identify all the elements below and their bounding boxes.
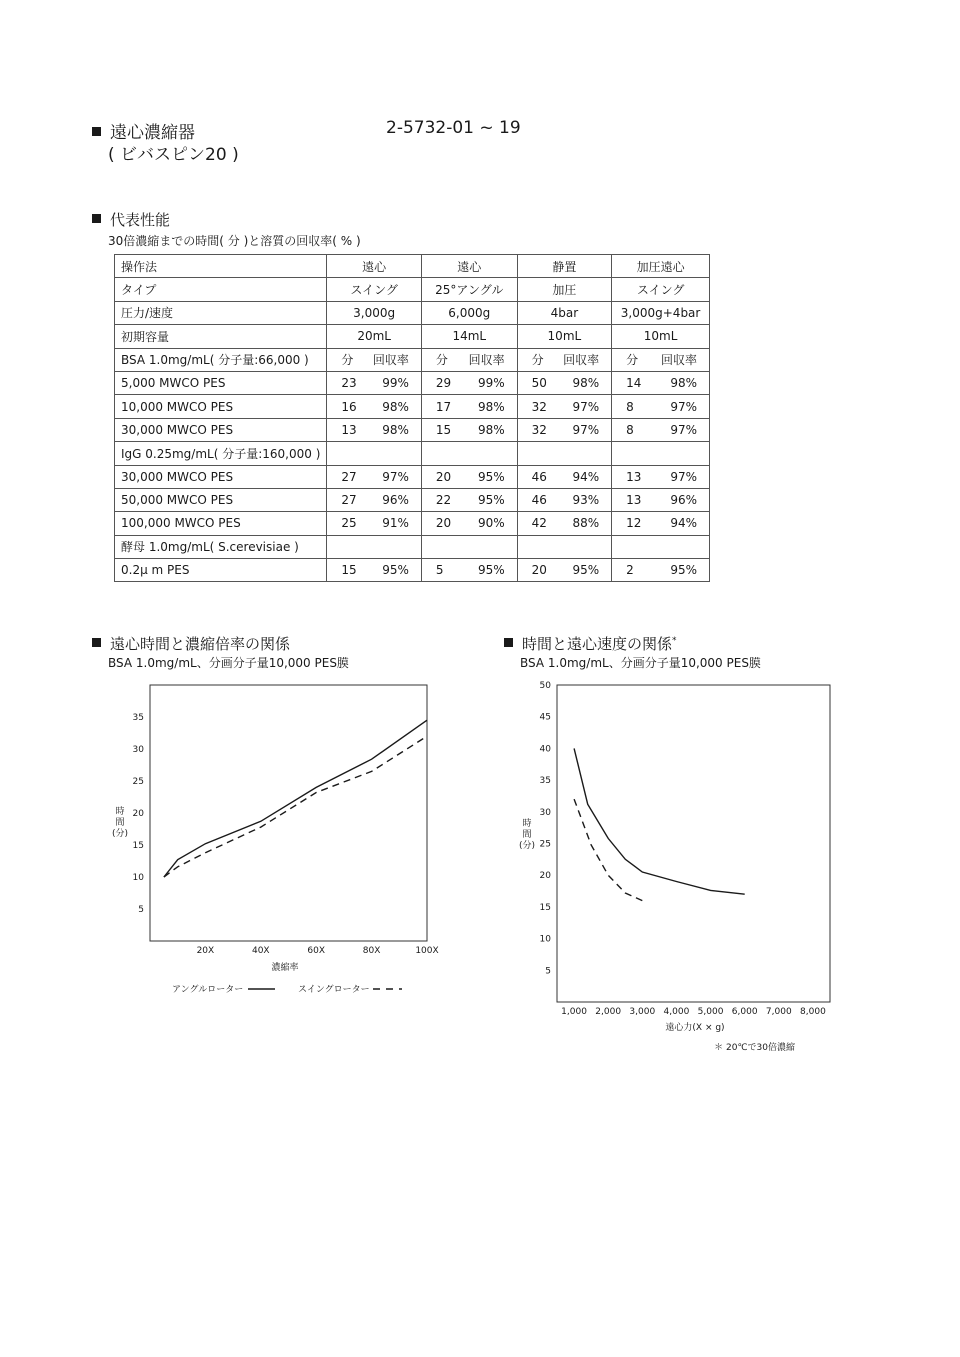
minutes-value: 13 — [341, 422, 357, 437]
table-row — [115, 512, 710, 535]
value-cell — [421, 488, 517, 511]
value-cell — [421, 418, 517, 441]
recovery-value: 96% — [382, 493, 409, 508]
y-tick-label: 50 — [539, 681, 551, 691]
row-label: 圧力/速度 — [115, 301, 327, 324]
value-cell — [517, 442, 612, 465]
x-tick-label: 20X — [196, 946, 215, 956]
value-cell — [517, 512, 612, 535]
table-cell: スイング — [327, 278, 422, 301]
table-cell: 3,000g — [327, 301, 422, 324]
value-cell — [327, 535, 422, 558]
minutes-value: 20 — [531, 563, 547, 578]
recovery-value: 97% — [670, 399, 697, 414]
table-cell: 加圧 — [517, 278, 612, 301]
recovery-value: 99% — [477, 376, 505, 391]
table-cell: 6,000g — [421, 301, 517, 324]
bullet-square-icon — [504, 638, 513, 647]
recovery-value: 95% — [572, 563, 600, 578]
value-cell — [421, 395, 517, 418]
minutes-value: 32 — [531, 399, 547, 414]
table-cell: 3,000g+4bar — [612, 301, 710, 324]
value-cell — [517, 371, 612, 394]
minutes-value: 17 — [435, 399, 452, 414]
recovery-value: 88% — [572, 516, 600, 531]
value-cell — [327, 418, 422, 441]
chart2-heading: 時間と遠心速度の関係* — [504, 633, 677, 654]
value-cell — [327, 559, 422, 582]
value-cell — [421, 465, 517, 488]
unit-cell — [612, 348, 710, 371]
unit-cell — [517, 348, 612, 371]
chart2-subtitle: BSA 1.0mg/mL、分画分子量10,000 PES膜 — [520, 656, 761, 670]
y-tick-label: 20 — [539, 871, 551, 882]
y-tick-label: 35 — [132, 713, 144, 723]
row-label: 0.2μ m PES — [115, 559, 327, 582]
performance-heading: 代表性能 — [92, 209, 170, 230]
minutes-value: 46 — [531, 493, 547, 508]
plot-frame — [557, 685, 830, 1002]
table-row — [115, 488, 710, 511]
value-cell — [327, 371, 422, 394]
minutes-value: 27 — [341, 469, 357, 484]
recovery-value: 97% — [382, 469, 409, 484]
minutes-value: 22 — [435, 493, 452, 508]
table-cell: 遠心 — [421, 255, 517, 278]
table-cell: 4bar — [517, 301, 612, 324]
series-line-dashed — [164, 736, 427, 877]
recovery-value: 99% — [382, 376, 409, 391]
minutes-value: 15 — [341, 563, 357, 578]
x-tick-label: 7,000 — [765, 1007, 792, 1017]
table-cell: 20mL — [327, 325, 422, 348]
table-cell: 静置 — [517, 255, 612, 278]
row-label: 5,000 MWCO PES — [115, 371, 327, 394]
minutes-value: 5 — [435, 563, 444, 578]
recovery-value: 95% — [382, 563, 409, 578]
table-row — [115, 278, 710, 301]
minutes-value: 13 — [626, 469, 642, 484]
value-cell — [612, 465, 710, 488]
y-tick-label: 25 — [539, 839, 551, 850]
recovery-value: 94% — [670, 516, 697, 531]
y-tick-label: 25 — [132, 777, 144, 787]
recovery-value: 98% — [670, 376, 697, 391]
y-axis-label: 間 — [115, 818, 125, 828]
y-axis-label: 間 — [522, 830, 532, 840]
y-tick-label: 10 — [539, 934, 551, 945]
table-row — [115, 465, 710, 488]
minutes-value: 23 — [341, 376, 357, 391]
table-row — [115, 371, 710, 394]
table-cell: 加圧遠心 — [612, 255, 710, 278]
minutes-value: 15 — [435, 422, 452, 437]
recovery-value: 97% — [572, 399, 600, 414]
unit-recovery: 回収率 — [660, 353, 697, 368]
table-row — [115, 255, 710, 278]
bullet-square-icon — [92, 214, 101, 223]
series-line-solid — [574, 748, 745, 894]
table-cell: 10mL — [612, 325, 710, 348]
unit-recovery: 回収率 — [372, 353, 409, 368]
x-tick-label: 3,000 — [629, 1007, 656, 1017]
recovery-value: 93% — [572, 493, 600, 508]
minutes-value: 25 — [341, 516, 357, 531]
x-tick-label: 60X — [307, 946, 326, 956]
row-label: 10,000 MWCO PES — [115, 395, 327, 418]
table-cell: 14mL — [421, 325, 517, 348]
table-cell: スイング — [612, 278, 710, 301]
recovery-value: 98% — [477, 399, 505, 414]
minutes-value: 46 — [531, 469, 547, 484]
minutes-value: 42 — [531, 516, 547, 531]
y-axis-label: 時 — [522, 819, 532, 829]
row-label: タイプ — [115, 278, 327, 301]
value-cell — [612, 535, 710, 558]
x-axis-label: 遠心力(X × g) — [665, 1023, 725, 1033]
value-cell — [327, 512, 422, 535]
unit-minutes: 分 — [341, 353, 354, 368]
y-tick-label: 45 — [539, 712, 551, 723]
row-label: 操作法 — [115, 255, 327, 278]
minutes-value: 29 — [435, 376, 452, 391]
value-cell — [327, 442, 422, 465]
x-tick-label: 40X — [251, 946, 270, 956]
minutes-value: 8 — [626, 422, 634, 437]
bullet-square-icon — [92, 127, 101, 136]
unit-cell — [421, 348, 517, 371]
y-tick-label: 15 — [132, 841, 144, 851]
minutes-value: 14 — [626, 376, 642, 391]
x-tick-label: 2,000 — [595, 1007, 622, 1017]
value-cell — [327, 465, 422, 488]
recovery-value: 90% — [477, 516, 505, 531]
value-cell — [517, 535, 612, 558]
chart-footnote: ＊ 20℃で30倍濃縮 — [714, 1043, 795, 1053]
recovery-value: 95% — [477, 493, 505, 508]
table-row — [115, 418, 710, 441]
row-label: 初期容量 — [115, 325, 327, 348]
value-cell — [421, 442, 517, 465]
recovery-value: 97% — [572, 422, 600, 437]
table-row — [115, 325, 710, 348]
table-row — [115, 442, 710, 465]
bullet-square-icon — [92, 638, 101, 647]
unit-minutes: 分 — [531, 353, 544, 368]
y-tick-label: 30 — [539, 807, 551, 818]
chart-concentration-time — [100, 680, 450, 1010]
chart1-subtitle: BSA 1.0mg/mL、分画分子量10,000 PES膜 — [108, 656, 349, 670]
row-label: 酵母 1.0mg/mL( S.cerevisiae ) — [115, 535, 327, 558]
value-cell — [612, 559, 710, 582]
recovery-value: 95% — [477, 469, 505, 484]
y-tick-label: 30 — [132, 745, 144, 755]
chart1-heading: 遠心時間と濃縮倍率の関係 — [92, 633, 290, 654]
recovery-value: 97% — [670, 422, 697, 437]
value-cell — [612, 442, 710, 465]
minutes-value: 13 — [626, 493, 642, 508]
recovery-value: 98% — [572, 376, 600, 391]
x-axis-label: 濃縮率 — [271, 963, 299, 973]
performance-caption: 30倍濃縮までの時間( 分 )と溶質の回収率( % ) — [108, 234, 361, 248]
y-tick-label: 5 — [545, 966, 551, 977]
recovery-value: 97% — [670, 469, 697, 484]
recovery-value: 91% — [382, 516, 409, 531]
row-label: IgG 0.25mg/mL( 分子量:160,000 ) — [115, 442, 327, 465]
recovery-value: 98% — [382, 422, 409, 437]
row-label: 30,000 MWCO PES — [115, 465, 327, 488]
x-tick-label: 5,000 — [697, 1007, 724, 1017]
value-cell — [421, 371, 517, 394]
x-tick-label: 6,000 — [731, 1007, 758, 1017]
table-row — [115, 535, 710, 558]
product-title: 遠心濃縮器 — [92, 118, 195, 143]
unit-recovery: 回収率 — [468, 353, 505, 368]
legend-label-angle: アングルローター — [172, 985, 244, 995]
value-cell — [517, 488, 612, 511]
minutes-value: 50 — [531, 376, 547, 391]
x-tick-label: 8,000 — [800, 1007, 826, 1017]
y-tick-label: 5 — [138, 905, 144, 915]
minutes-value: 20 — [435, 469, 452, 484]
minutes-value: 20 — [435, 516, 452, 531]
value-cell — [327, 488, 422, 511]
row-label: 30,000 MWCO PES — [115, 418, 327, 441]
table-row — [115, 301, 710, 324]
row-label: 50,000 MWCO PES — [115, 488, 327, 511]
y-tick-label: 35 — [539, 776, 551, 787]
unit-recovery: 回収率 — [563, 353, 600, 368]
table-cell: 25°アングル — [421, 278, 517, 301]
table-row — [115, 395, 710, 418]
chart2-title-mark: * — [672, 636, 677, 646]
y-tick-label: 10 — [132, 873, 144, 883]
legend-label-swing: スイングローター — [298, 985, 370, 995]
y-tick-label: 40 — [539, 744, 551, 755]
row-label: BSA 1.0mg/mL( 分子量:66,000 ) — [115, 348, 327, 371]
y-tick-label: 20 — [132, 809, 144, 819]
value-cell — [517, 465, 612, 488]
recovery-value: 98% — [382, 399, 409, 414]
row-label: 100,000 MWCO PES — [115, 512, 327, 535]
value-cell — [612, 371, 710, 394]
y-axis-label: (分) — [111, 829, 129, 839]
value-cell — [421, 559, 517, 582]
table-row — [115, 348, 710, 371]
table-cell: 遠心 — [327, 255, 422, 278]
minutes-value: 16 — [341, 399, 357, 414]
value-cell — [612, 418, 710, 441]
value-cell — [612, 395, 710, 418]
x-tick-label: 1,000 — [561, 1007, 587, 1017]
value-cell — [517, 559, 612, 582]
value-cell — [612, 488, 710, 511]
x-tick-label: 100X — [415, 946, 439, 956]
minutes-value: 27 — [341, 493, 357, 508]
unit-minutes: 分 — [435, 353, 448, 368]
y-axis-label: 時 — [115, 807, 125, 817]
value-cell — [327, 395, 422, 418]
value-cell — [612, 512, 710, 535]
unit-cell — [327, 348, 422, 371]
y-axis-label: (分) — [518, 841, 536, 851]
minutes-value: 12 — [626, 516, 642, 531]
value-cell — [517, 418, 612, 441]
value-cell — [421, 535, 517, 558]
series-line-dashed — [574, 799, 642, 901]
product-subtitle: ( ビバスピン20 ) — [108, 145, 239, 165]
chart-speed-time — [510, 676, 840, 1066]
plot-frame — [150, 685, 427, 941]
recovery-value: 94% — [572, 469, 600, 484]
recovery-value: 95% — [477, 563, 505, 578]
x-tick-label: 80X — [362, 946, 381, 956]
catalog-number: 2-5732-01 ~ 19 — [386, 118, 521, 138]
table-row — [115, 559, 710, 582]
value-cell — [517, 395, 612, 418]
series-line-solid — [164, 720, 427, 877]
table-cell: 10mL — [517, 325, 612, 348]
recovery-value: 95% — [670, 563, 697, 578]
y-tick-label: 15 — [539, 902, 551, 913]
recovery-value: 96% — [670, 493, 697, 508]
minutes-value: 8 — [626, 399, 634, 414]
performance-table — [114, 254, 710, 582]
x-tick-label: 4,000 — [663, 1007, 690, 1017]
unit-minutes: 分 — [626, 353, 639, 368]
minutes-value: 32 — [531, 422, 547, 437]
recovery-value: 98% — [477, 422, 505, 437]
minutes-value: 2 — [626, 563, 634, 578]
value-cell — [421, 512, 517, 535]
